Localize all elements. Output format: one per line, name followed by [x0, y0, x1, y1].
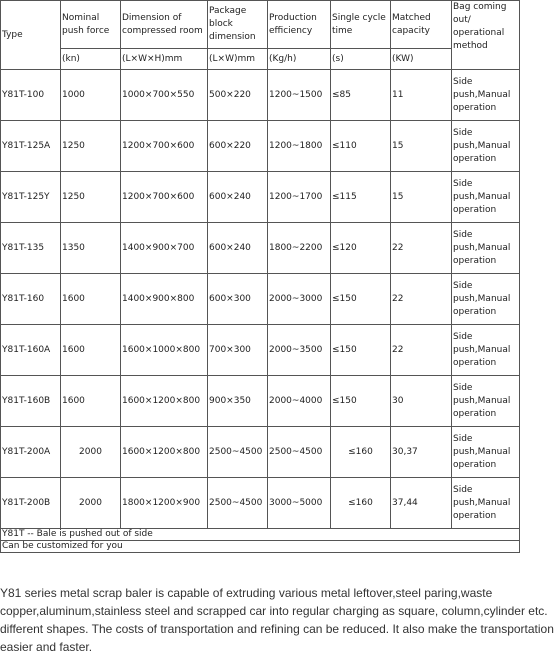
units-row [1, 49, 520, 70]
table-row [1, 325, 520, 376]
cell-block-dimension: 700×300 [208, 325, 268, 376]
cell-room-dimension: 1600×1000×800 [121, 325, 208, 376]
cell-efficiency: 1200~1500 [268, 70, 331, 121]
cell-push-force: 1600 [61, 274, 121, 325]
cell-block-dimension: 900×350 [208, 376, 268, 427]
cell-type: Y81T-135 [1, 223, 61, 274]
unit-cell: (kn) [61, 49, 121, 70]
cell-push-force: 2000 [61, 427, 121, 478]
cell-type: Y81T-125A [1, 121, 61, 172]
cell-type: Y81T-200A [1, 427, 61, 478]
cell-method: Side push,Manual operation [452, 70, 520, 121]
cell-block-dimension: 2500~4500 [208, 427, 268, 478]
note-cell: Can be customized for you [1, 541, 520, 553]
unit-cell: (L×W)mm [208, 49, 268, 70]
unit-cell: (s) [331, 49, 391, 70]
cell-cycle-time: ≤160 [331, 427, 391, 478]
cell-push-force: 1000 [61, 70, 121, 121]
cell-cycle-time: ≤115 [331, 172, 391, 223]
cell-cycle-time: ≤120 [331, 223, 391, 274]
cell-method: Side push,Manual operation [452, 121, 520, 172]
unit-cell: (L×W×H)mm [121, 49, 208, 70]
cell-efficiency: 2000~4000 [268, 376, 331, 427]
cell-cycle-time: ≤150 [331, 376, 391, 427]
header-cell-capacity: Matched capacity [391, 1, 452, 49]
table-row [1, 376, 520, 427]
cell-type: Y81T-100 [1, 70, 61, 121]
header-cell-method: Bag coming out/ operational method [452, 1, 520, 70]
cell-room-dimension: 1400×900×700 [121, 223, 208, 274]
cell-capacity: 15 [391, 172, 452, 223]
cell-efficiency: 3000~5000 [268, 478, 331, 529]
cell-cycle-time: ≤160 [331, 478, 391, 529]
cell-efficiency: 2500~4500 [268, 427, 331, 478]
spec-table-body [1, 1, 520, 553]
header-cell-block-dimension: Package block dimension [208, 1, 268, 49]
cell-type: Y81T-160 [1, 274, 61, 325]
cell-type: Y81T-160A [1, 325, 61, 376]
cell-capacity: 11 [391, 70, 452, 121]
description-paragraph: Y81 series metal scrap baler is capable of extruding various metal leftover,steel paring,waste copper,aluminum,stainless steel and scrapped car into regular charging as square, column,cylinder etc. different shapes. The costs of transportation and refining can be reduced. It also make the transportation easier and faster. [0, 586, 554, 654]
unit-cell: (Kg/h) [268, 49, 331, 70]
cell-cycle-time: ≤150 [331, 325, 391, 376]
cell-block-dimension: 2500~4500 [208, 478, 268, 529]
cell-cycle-time: ≤150 [331, 274, 391, 325]
cell-block-dimension: 500×220 [208, 70, 268, 121]
table-row [1, 478, 520, 529]
cell-efficiency: 2000~3000 [268, 274, 331, 325]
cell-push-force: 1600 [61, 325, 121, 376]
cell-method: Side push,Manual operation [452, 376, 520, 427]
cell-efficiency: 2000~3500 [268, 325, 331, 376]
cell-push-force: 1600 [61, 376, 121, 427]
cell-method: Side push,Manual operation [452, 172, 520, 223]
cell-method: Side push,Manual operation [452, 274, 520, 325]
cell-capacity: 30,37 [391, 427, 452, 478]
cell-room-dimension: 1600×1200×800 [121, 427, 208, 478]
header-cell-cycle-time: Single cycle time [331, 1, 391, 49]
cell-efficiency: 1200~1800 [268, 121, 331, 172]
cell-method: Side push,Manual operation [452, 223, 520, 274]
header-cell-push-force: Nominal push force [61, 1, 121, 49]
cell-push-force: 1250 [61, 172, 121, 223]
cell-efficiency: 1800~2200 [268, 223, 331, 274]
cell-cycle-time: ≤110 [331, 121, 391, 172]
cell-room-dimension: 1200×700×600 [121, 172, 208, 223]
cell-room-dimension: 1200×700×600 [121, 121, 208, 172]
header-cell-room-dimension: Dimension of compressed room [121, 1, 208, 49]
table-row [1, 70, 520, 121]
cell-efficiency: 1200~1700 [268, 172, 331, 223]
cell-capacity: 22 [391, 325, 452, 376]
cell-capacity: 22 [391, 274, 452, 325]
cell-push-force: 1250 [61, 121, 121, 172]
note-cell: Y81T -- Bale is pushed out of side [1, 529, 520, 541]
note-row [1, 541, 520, 553]
cell-method: Side push,Manual operation [452, 427, 520, 478]
cell-capacity: 30 [391, 376, 452, 427]
cell-method: Side push,Manual operation [452, 478, 520, 529]
note-row [1, 529, 520, 541]
cell-block-dimension: 600×300 [208, 274, 268, 325]
cell-push-force: 2000 [61, 478, 121, 529]
cell-block-dimension: 600×220 [208, 121, 268, 172]
cell-type: Y81T-160B [1, 376, 61, 427]
cell-type: Y81T-125Y [1, 172, 61, 223]
cell-push-force: 1350 [61, 223, 121, 274]
header-cell-type: Type [1, 1, 61, 70]
cell-room-dimension: 1400×900×800 [121, 274, 208, 325]
cell-room-dimension: 1000×700×550 [121, 70, 208, 121]
table-row [1, 223, 520, 274]
cell-method: Side push,Manual operation [452, 325, 520, 376]
cell-capacity: 37,44 [391, 478, 452, 529]
cell-room-dimension: 1600×1200×800 [121, 376, 208, 427]
table-row [1, 427, 520, 478]
cell-cycle-time: ≤85 [331, 70, 391, 121]
cell-block-dimension: 600×240 [208, 223, 268, 274]
cell-room-dimension: 1800×1200×900 [121, 478, 208, 529]
cell-block-dimension: 600×240 [208, 172, 268, 223]
cell-capacity: 15 [391, 121, 452, 172]
cell-type: Y81T-200B [1, 478, 61, 529]
unit-cell: (KW) [391, 49, 452, 70]
header-row [1, 1, 520, 49]
cell-capacity: 22 [391, 223, 452, 274]
table-row [1, 274, 520, 325]
header-cell-efficiency: Production efficiency [268, 1, 331, 49]
table-row [1, 172, 520, 223]
table-row [1, 121, 520, 172]
